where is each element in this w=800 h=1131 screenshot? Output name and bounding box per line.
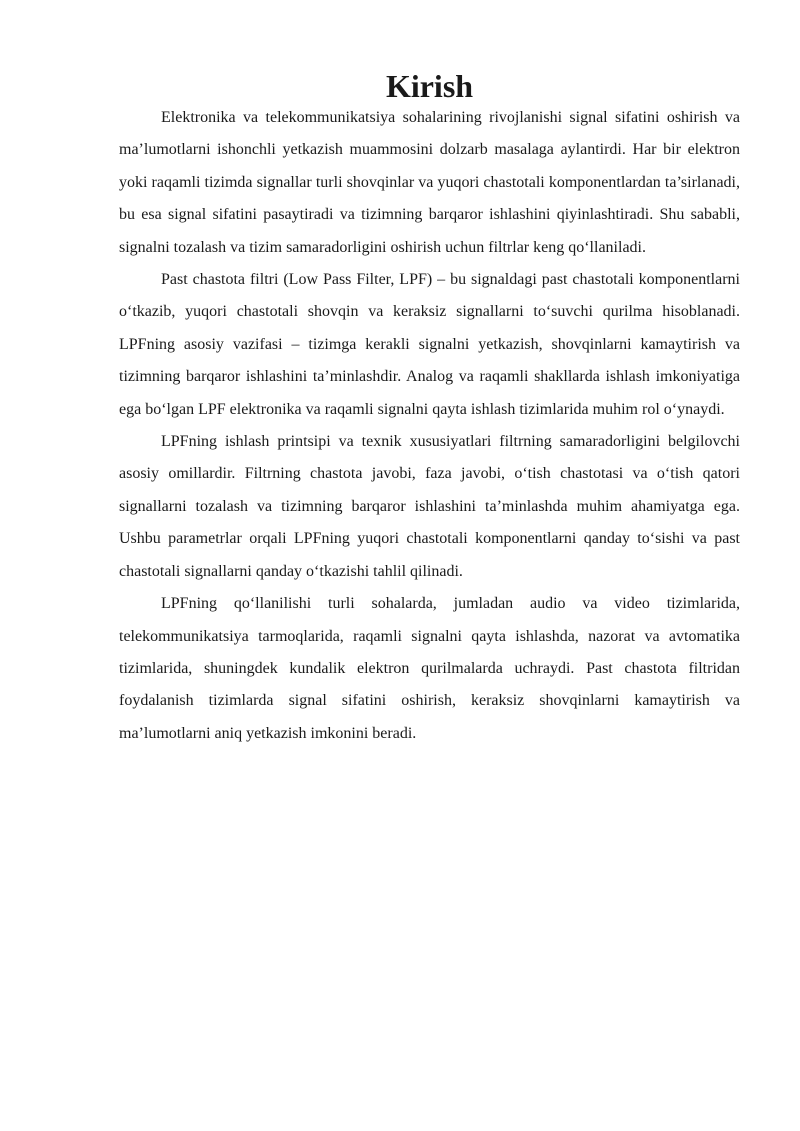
paragraph-lpf-applications: LPFning qo‘llanilishi turli sohalarda, jumladan audio va video tizimlarida, telekommunikatsiya tarmoqlarida, raqamli signalni qayta ishlashda, nazorat va avtomatika tizimlarida, shuningdek kundalik elektron qurilmalarda uchraydi. Past chastota filtridan foydalanish tizimlarda signal sifatini oshirish, keraksiz shovqinlarni kamaytirish va ma’lumotlarni aniq yetkazish imkonini beradi. — [119, 595, 740, 742]
paragraph-lpf-principles: LPFning ishlash printsipi va texnik xususiyatlari filtrning samaradorligini belgilovchi asosiy omillardir. Filtrning chastota javobi, faza javobi, o‘tish chastotasi va o‘tish qatori signallarni tozalash va tizimning barqaror ishlashini ta’minlashda muhim ahamiyatga ega. Ushbu parametrlar orqali LPFning yuqori chastotali komponentlarni qanday to‘sishi va past chastotali signallarni qanday o‘tkazishi tahlil qilinadi. — [119, 433, 740, 580]
paragraph-intro: Elektronika va telekommunikatsiya sohalarining rivojlanishi signal sifatini oshirish va ma’lumotlarni ishonchli yetkazish muammosini dolzarb masalaga aylantirdi. Har bir elektron yoki raqamli tizimda signallar turli shovqinlar va yuqori chastotali komponentlardan ta’sirlanadi, bu esa signal sifatini pasaytiradi va tizimning barqaror ishlashini qiyinlashtiradi. Shu sababli, signalni tozalash va tizim samaradorligini oshirish uchun filtrlar keng qo‘llaniladi. — [119, 109, 740, 256]
page-content — [119, 70, 740, 750]
section-title: Kirish — [385, 68, 474, 104]
paragraph-lpf-definition: Past chastota filtri (Low Pass Filter, LPF) – bu signaldagi past chastotali komponentlarni o‘tkazib, yuqori chastotali shovqin va keraksiz signallarni to‘suvchi qurilma hisoblanadi. LPFning asosiy vazifasi – tizimga kerakli signalni yetkazish, shovqinlarni kamaytirish va tizimning barqaror ishlashini ta’minlashdir. Analog va raqamli shakllarda ishlash imkoniyatiga ega bo‘lgan LPF elektronika va raqamli signalni qayta ishlash tizimlarida muhim rol o‘ynaydi. — [119, 271, 740, 418]
